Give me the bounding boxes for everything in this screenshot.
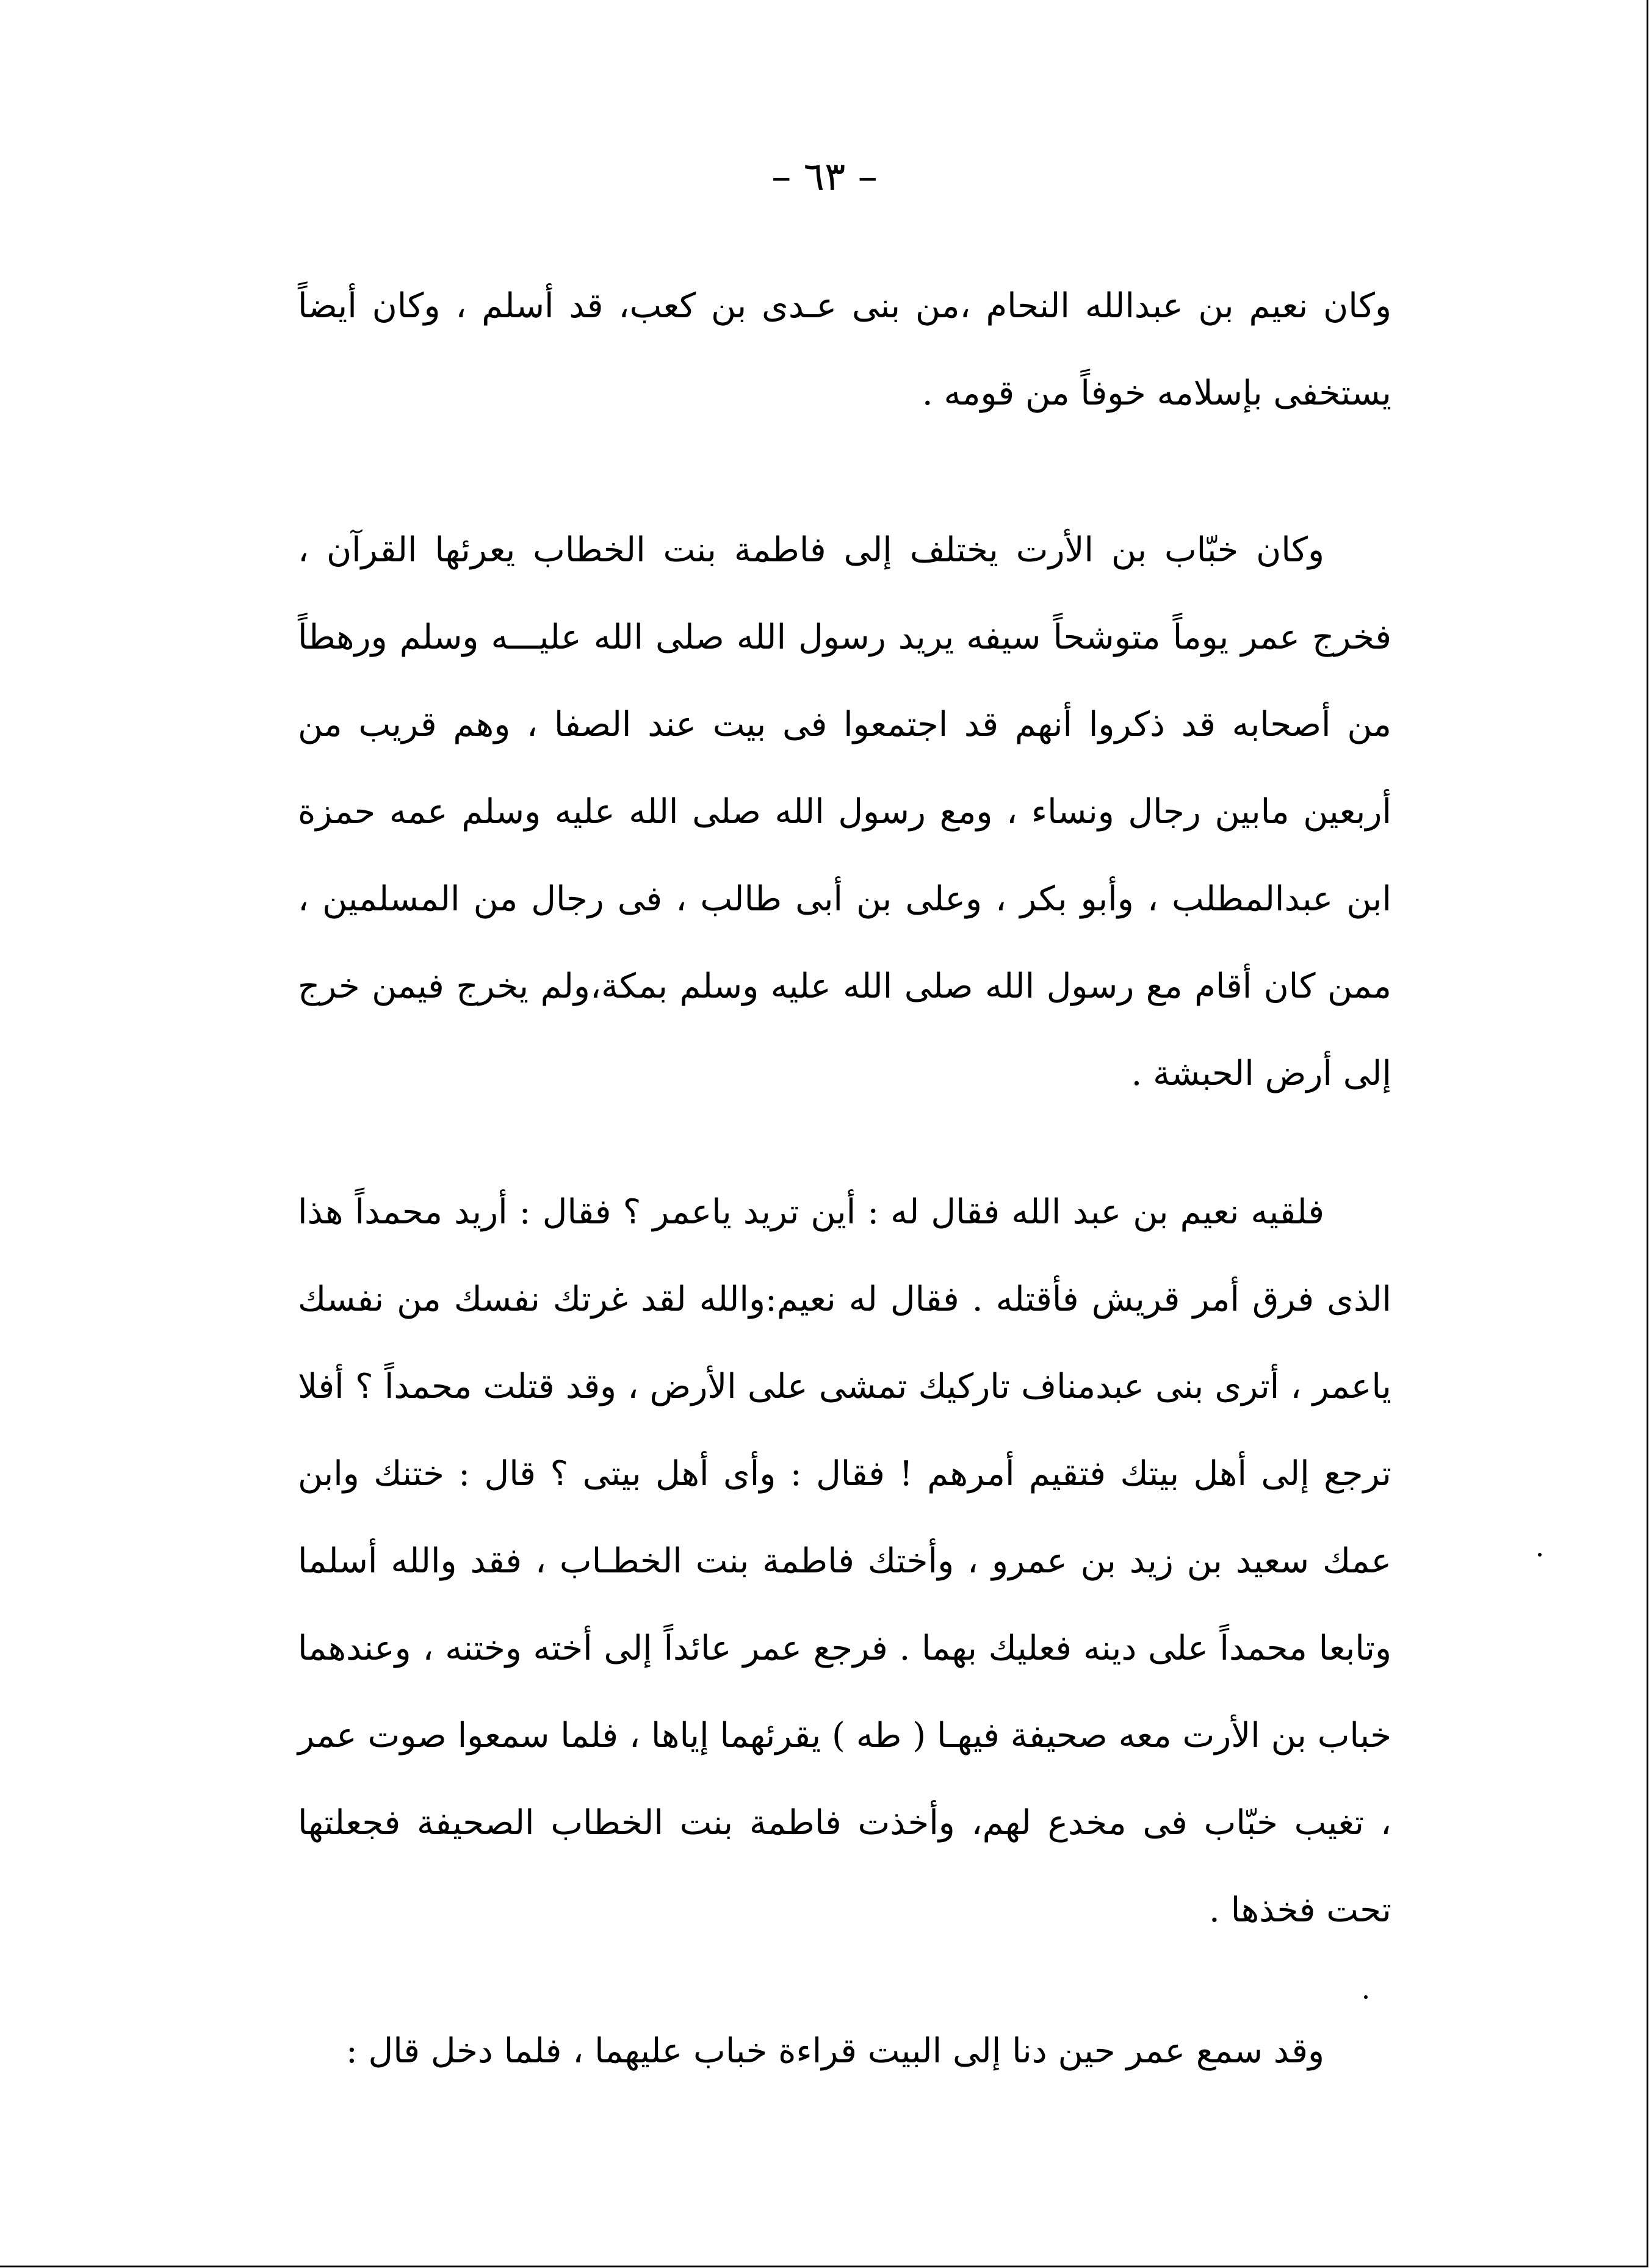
paragraph-1: وكان نعيم بن عبدالله النحام ،من بنى عـدى بن كعب، قد أسلم ، وكان أيضاً يستخفى بإسلامه خوفاً من قومه . <box>298 286 1391 413</box>
scan-speck <box>1538 1553 1542 1557</box>
scan-speck <box>1364 1995 1368 1999</box>
page-number: – ٦٣ – <box>771 154 878 200</box>
paragraph-2: وكان خبّاب بن الأرت يختلف إلى فاطمة بنت الخطاب يعرئها القرآن ، فخرج عمر يوماً متوشحاً سيفه يريد رسول الله صلى الله عليـــه وسلم ورهطاً من أصحابه قد ذكروا أنهم قد اجتمعوا فى بيت عند الصفا ، وهم قريب من أربعين مابين رجال ونساء ، ومع رسول الله صلى الله عليه وسلم عمه حمزة ابن عبدالمطلب ، وأبو بكر ، وعلى بن أبى طالب ، فى رجال من المسلمين ، ممن كان أقام مع رسول الله صلى الله عليه وسلم بمكة،ولم يخرج فيمن خرج إلى أرض الحبشة . <box>298 530 1391 1093</box>
paragraph-4: وقد سمع عمر حين دنا إلى البيت قراءة خباب عليهما ، فلما دخل قال : <box>345 2031 1324 2071</box>
paragraph-3: فلقيه نعيم بن عبد الله فقال له : أين تريد ياعمر ؟ فقال : أريد محمداً هذا الذى فرق أمر قريش فأقتله . فقال له نعيم:والله لقد غرتك نفسك من نفسك ياعمر ، أترى بنى عبدمناف تاركيك تمشى على الأرض ، وقد قتلت محمداً ؟ أفلا ترجع إلى أهل بيتك فتقيم أمرهم ! فقال : وأى أهل بيتى ؟ قال : ختنك وابن عمك سعيد بن زيد بن عمرو ، وأختك فاطمة بنت الخطـاب ، فقد والله أسلما وتابعا محمداً على دينه فعليك بهما . فرجع عمر عائداً إلى أخته وختنه ، وعندهما خباب بن الأرت معه صحيفة فيهـا ( طه ) يقرئهما إياها ، فلما سمعوا صوت عمر ، تغيب خبّاب فى مخدع لهم، وأخذت فاطمة بنت الخطاب الصحيفة فجعلتها تحت فخذها . <box>298 1192 1391 1930</box>
